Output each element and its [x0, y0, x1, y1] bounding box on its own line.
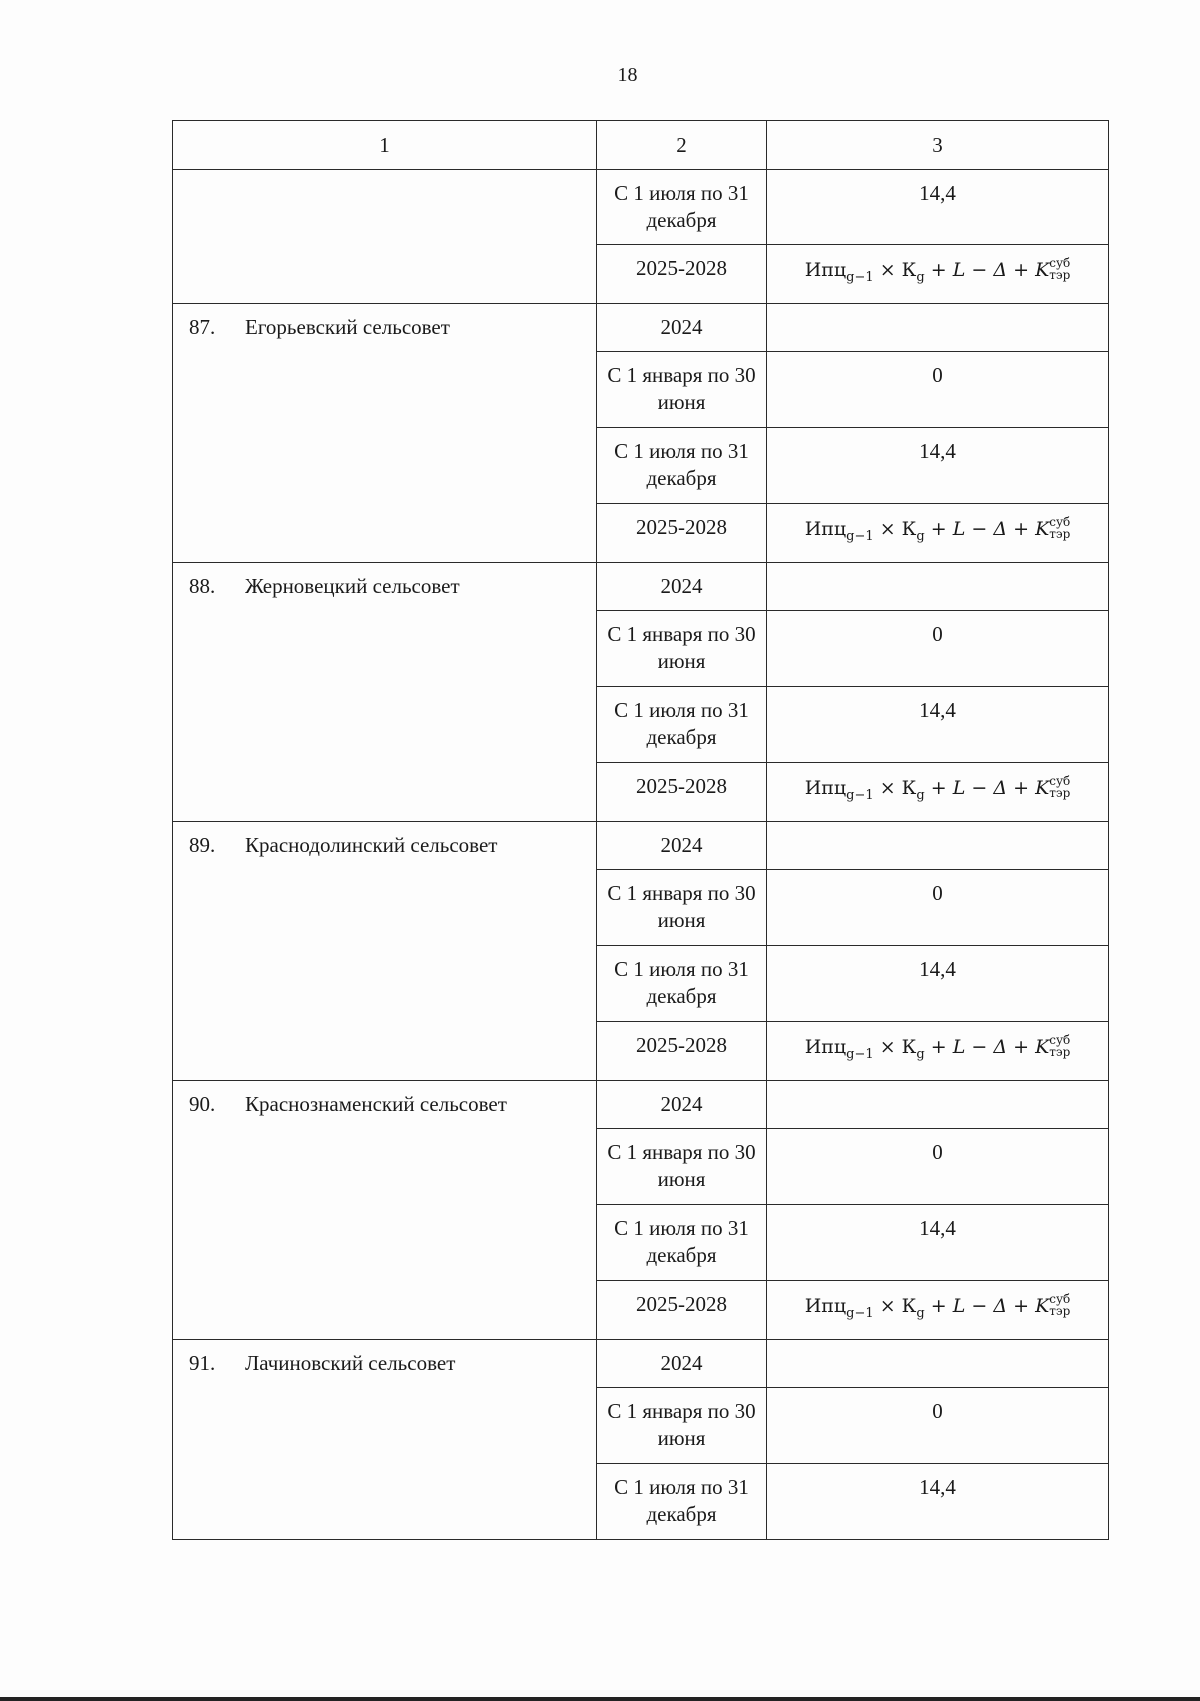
value-cell: 14,4 — [767, 687, 1109, 763]
formula-kt-superscript: суб — [1049, 774, 1071, 788]
empty-value-cell — [767, 563, 1109, 611]
formula-kt-superscript: суб — [1049, 256, 1071, 270]
period-range-cell: 2025-2028 — [597, 763, 767, 822]
formula-l-delta: + L − Δ + — [930, 518, 1030, 540]
formula-l-delta: + L − Δ + — [930, 1036, 1030, 1058]
formula-k: К — [901, 777, 917, 799]
period-cell: С 1 июля по 31 декабря — [597, 170, 767, 245]
table-row — [173, 1340, 1109, 1388]
period-cell: С 1 июля по 31 декабря — [597, 428, 767, 504]
year-cell: 2024 — [597, 563, 767, 611]
settlement-cell — [173, 563, 597, 822]
settlement-name: Егорьевский сельсовет — [245, 315, 450, 339]
period-cell: С 1 января по 30 июня — [597, 1388, 767, 1464]
formula-kt-indices — [1049, 1293, 1070, 1317]
value-cell: 0 — [767, 1129, 1109, 1205]
value-cell: 14,4 — [767, 946, 1109, 1022]
table-row — [173, 563, 1109, 611]
tariff-table — [172, 120, 1109, 1540]
formula-base: Ипц — [804, 777, 847, 799]
formula-times: × — [879, 777, 896, 799]
value-cell: 0 — [767, 870, 1109, 946]
period-cell: С 1 января по 30 июня — [597, 611, 767, 687]
formula-k-subscript: g — [916, 1306, 925, 1321]
formula-k: К — [901, 1295, 917, 1317]
formula-k: К — [901, 259, 917, 281]
table-row — [173, 170, 1109, 245]
empty-value-cell — [767, 1340, 1109, 1388]
settlement-cell — [173, 1340, 597, 1540]
formula-cell — [767, 1281, 1109, 1340]
continued-name-cell — [173, 170, 597, 304]
formula-kt-subscript: тэр — [1049, 1304, 1071, 1318]
formula-base: Ипц — [804, 518, 847, 540]
empty-value-cell — [767, 1081, 1109, 1129]
formula-base: Ипц — [804, 1036, 847, 1058]
settlement-name: Жерновецкий сельсовет — [245, 574, 460, 598]
value-cell: 14,4 — [767, 1464, 1109, 1540]
empty-value-cell — [767, 304, 1109, 352]
formula-kt: K — [1035, 1295, 1050, 1317]
formula-cell — [767, 763, 1109, 822]
year-cell: 2024 — [597, 304, 767, 352]
table-row — [173, 822, 1109, 870]
formula-k-subscript: g — [916, 788, 925, 803]
row-number: 91. — [189, 1351, 216, 1375]
column-header-2: 2 — [597, 121, 767, 170]
settlement-cell — [173, 1081, 597, 1340]
period-cell: С 1 июля по 31 декабря — [597, 1464, 767, 1540]
formula-kt-indices — [1049, 516, 1070, 540]
formula-base-subscript: g−1 — [846, 788, 874, 803]
settlement-cell — [173, 822, 597, 1081]
formula-kt: K — [1035, 777, 1050, 799]
formula-kt: K — [1035, 259, 1050, 281]
formula-kt-superscript: суб — [1049, 515, 1071, 529]
empty-value-cell — [767, 822, 1109, 870]
formula-k: К — [901, 518, 917, 540]
formula-times: × — [879, 518, 896, 540]
formula-base-subscript: g−1 — [846, 1047, 874, 1062]
value-cell: 14,4 — [767, 170, 1109, 245]
formula-base-subscript: g−1 — [846, 1306, 874, 1321]
formula-times: × — [879, 1036, 896, 1058]
period-range-cell: 2025-2028 — [597, 504, 767, 563]
scan-edge — [0, 1697, 1200, 1701]
period-cell: С 1 января по 30 июня — [597, 352, 767, 428]
page-number: 18 — [617, 64, 638, 86]
formula-l-delta: + L − Δ + — [930, 259, 1030, 281]
formula-kt-indices — [1049, 1034, 1070, 1058]
formula-kt-subscript: тэр — [1049, 1045, 1071, 1059]
column-header-1: 1 — [173, 121, 597, 170]
period-cell: С 1 июля по 31 декабря — [597, 946, 767, 1022]
formula-k-subscript: g — [916, 1047, 925, 1062]
year-cell: 2024 — [597, 822, 767, 870]
settlement-name: Краснознаменский сельсовет — [245, 1092, 507, 1116]
formula-kt-subscript: тэр — [1049, 527, 1071, 541]
formula-kt-superscript: суб — [1049, 1033, 1071, 1047]
year-cell: 2024 — [597, 1340, 767, 1388]
settlement-cell — [173, 304, 597, 563]
value-cell: 14,4 — [767, 1205, 1109, 1281]
row-number: 89. — [189, 833, 216, 857]
settlement-name: Лачиновский сельсовет — [245, 1351, 456, 1375]
formula-cell — [767, 504, 1109, 563]
formula-k-subscript: g — [916, 529, 925, 544]
row-number: 87. — [189, 315, 216, 339]
formula-base: Ипц — [804, 1295, 847, 1317]
formula-kt-indices — [1049, 257, 1070, 281]
value-cell: 14,4 — [767, 428, 1109, 504]
period-range-cell: 2025-2028 — [597, 1281, 767, 1340]
value-cell: 0 — [767, 1388, 1109, 1464]
row-number: 88. — [189, 574, 216, 598]
year-cell: 2024 — [597, 1081, 767, 1129]
formula-kt: K — [1035, 1036, 1050, 1058]
formula-l-delta: + L − Δ + — [930, 1295, 1030, 1317]
formula-kt-indices — [1049, 775, 1070, 799]
row-number: 90. — [189, 1092, 216, 1116]
formula-kt-subscript: тэр — [1049, 786, 1071, 800]
value-cell: 0 — [767, 611, 1109, 687]
table-row — [173, 304, 1109, 352]
formula-l-delta: + L − Δ + — [930, 777, 1030, 799]
period-cell: С 1 января по 30 июня — [597, 1129, 767, 1205]
formula-kt-subscript: тэр — [1049, 268, 1071, 282]
header-row — [173, 121, 1109, 170]
formula-k-subscript: g — [916, 270, 925, 285]
formula-kt-superscript: суб — [1049, 1292, 1071, 1306]
column-header-3: 3 — [767, 121, 1109, 170]
formula-base-subscript: g−1 — [846, 270, 874, 285]
table-row — [173, 1081, 1109, 1129]
formula-times: × — [879, 1295, 896, 1317]
settlement-name: Краснодолинский сельсовет — [245, 833, 498, 857]
period-cell: С 1 января по 30 июня — [597, 870, 767, 946]
formula-kt: K — [1035, 518, 1050, 540]
period-range-cell: 2025-2028 — [597, 245, 767, 304]
period-range-cell: 2025-2028 — [597, 1022, 767, 1081]
value-cell: 0 — [767, 352, 1109, 428]
formula-k: К — [901, 1036, 917, 1058]
formula-cell — [767, 1022, 1109, 1081]
formula-cell — [767, 245, 1109, 304]
formula-times: × — [879, 259, 896, 281]
period-cell: С 1 июля по 31 декабря — [597, 1205, 767, 1281]
period-cell: С 1 июля по 31 декабря — [597, 687, 767, 763]
formula-base-subscript: g−1 — [846, 529, 874, 544]
formula-base: Ипц — [804, 259, 847, 281]
